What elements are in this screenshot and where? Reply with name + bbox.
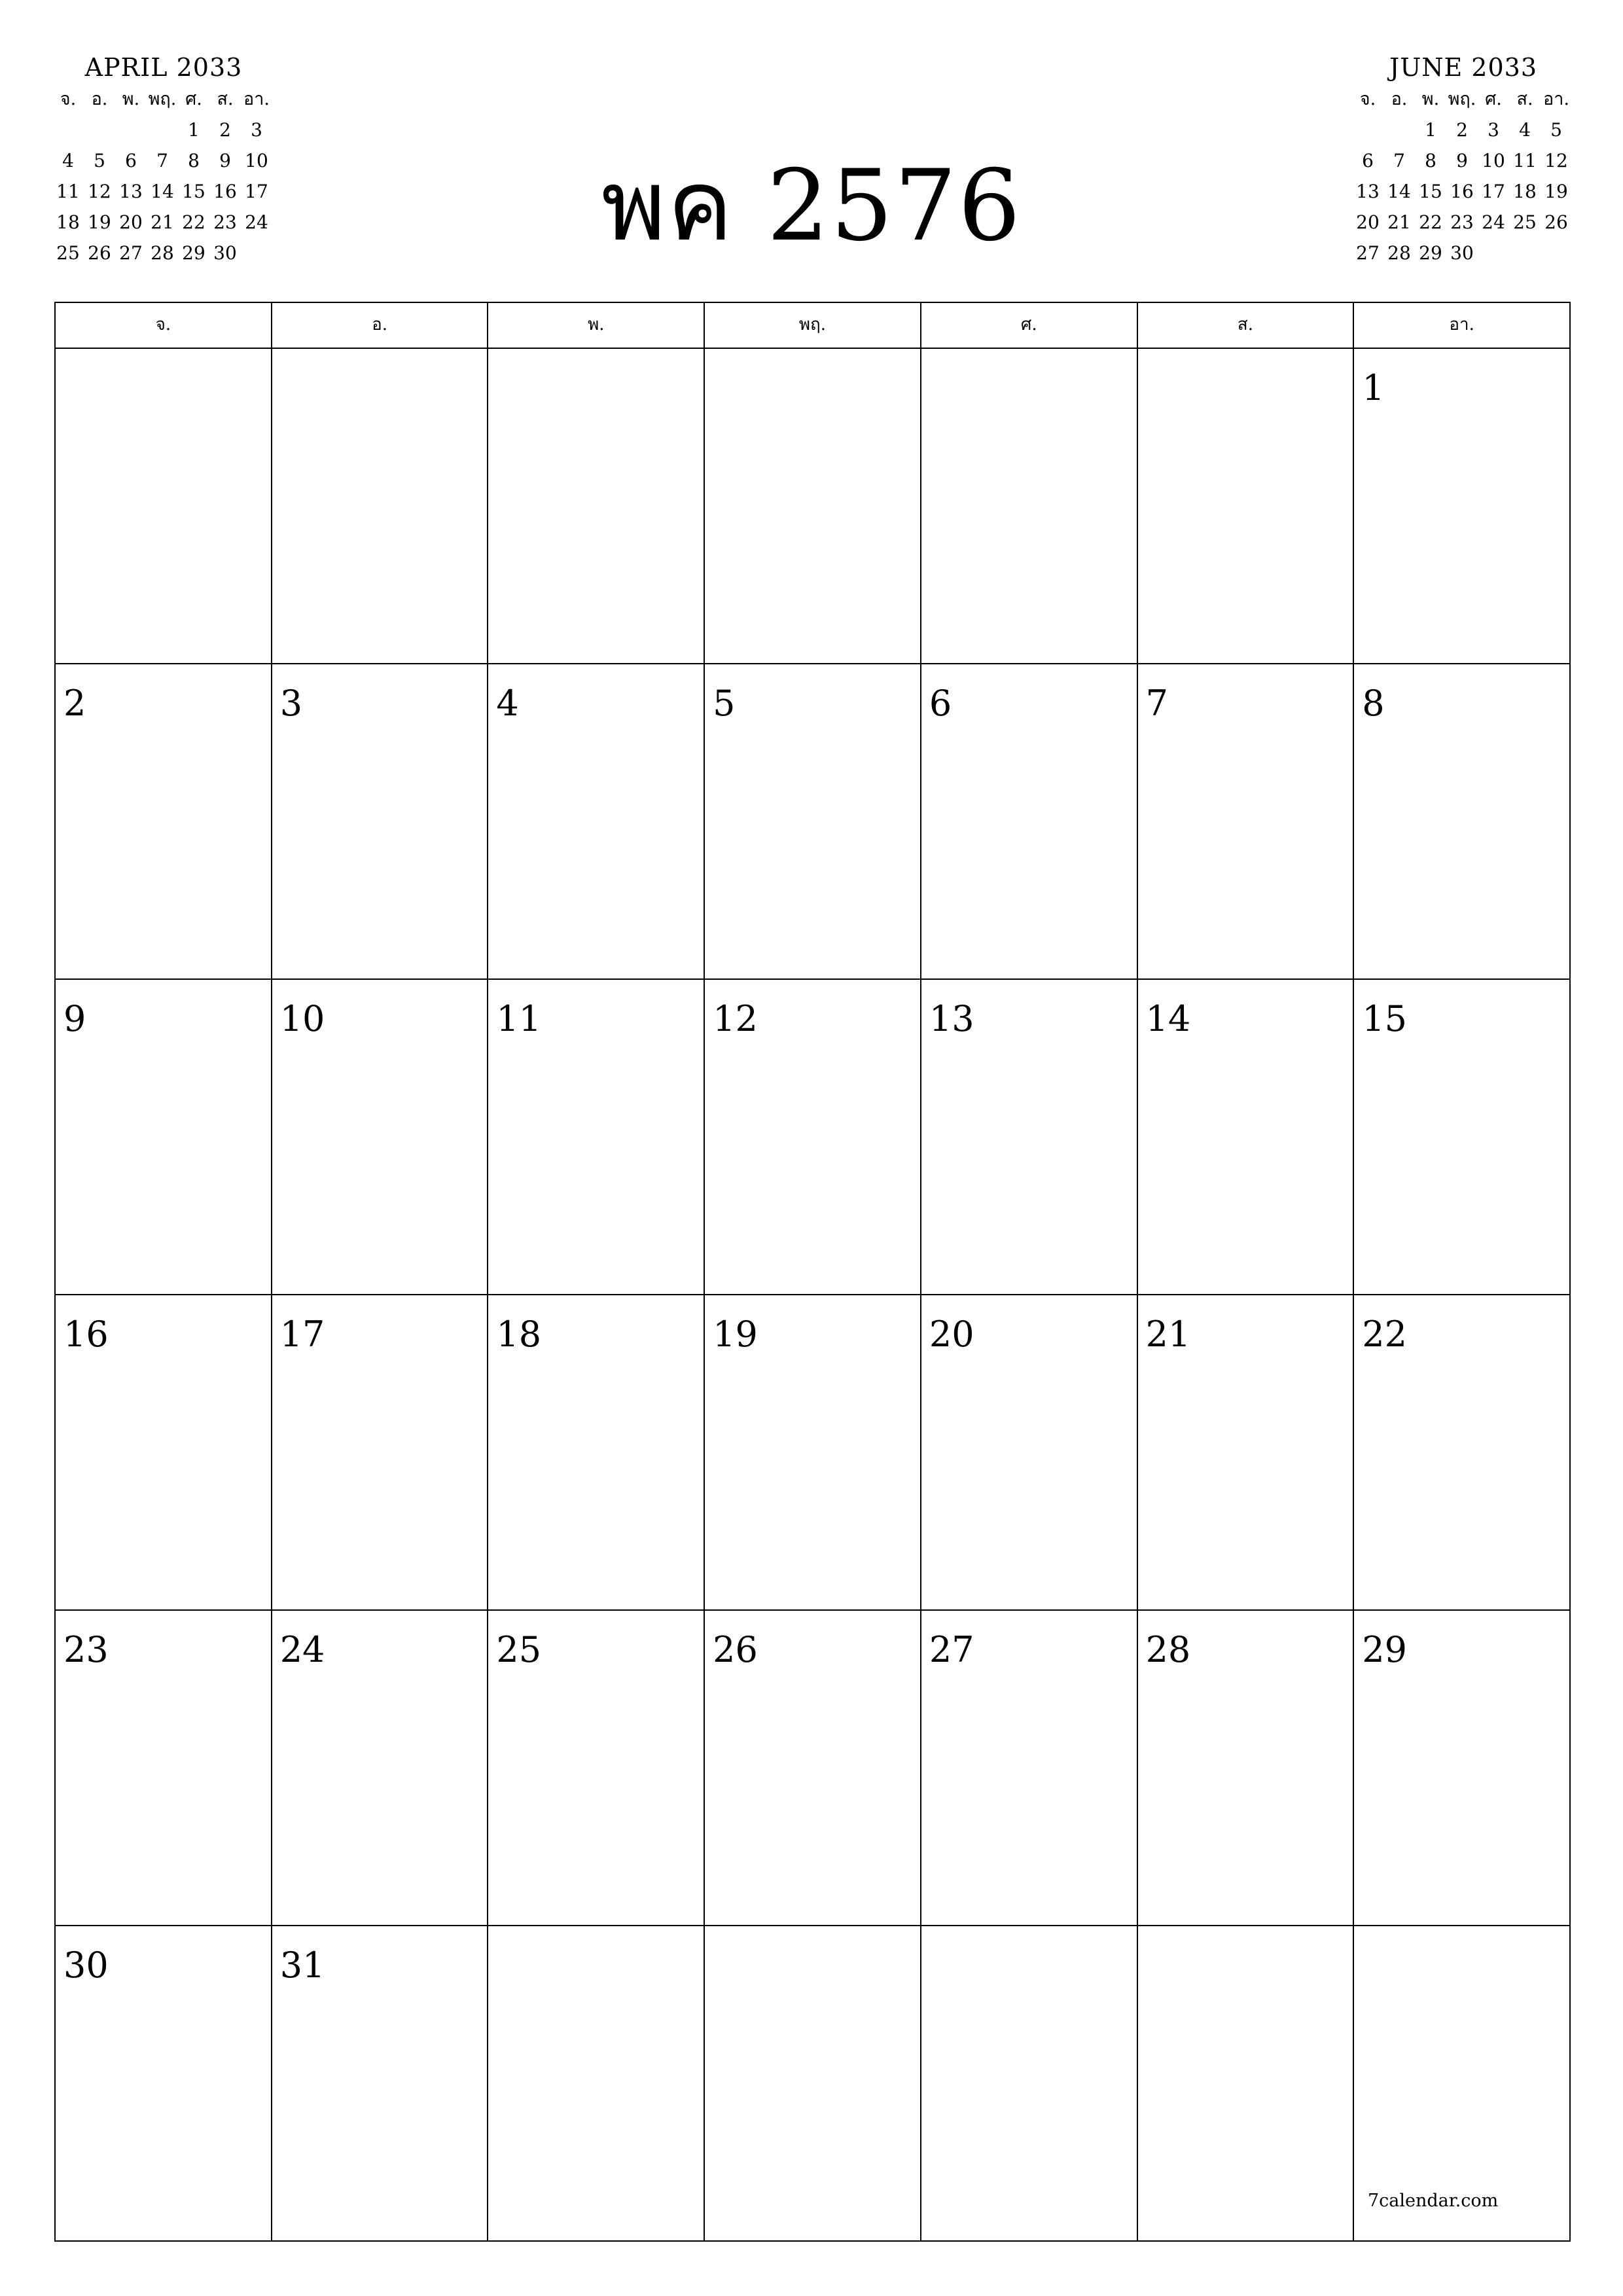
mini-weekday-label: อา. xyxy=(243,89,270,109)
day-number: 18 xyxy=(496,1314,542,1355)
day-cell[interactable] xyxy=(272,1295,489,1611)
day-number: 15 xyxy=(1362,998,1407,1039)
mini-calendar-title: APRIL 2033 xyxy=(84,53,243,82)
mini-day xyxy=(1383,115,1415,145)
mini-day: 14 xyxy=(151,181,174,202)
day-cell[interactable] xyxy=(272,349,489,664)
mini-day: 23 xyxy=(213,211,237,233)
mini-day: 24 xyxy=(1482,211,1505,233)
mini-day: 28 xyxy=(151,242,174,264)
mini-day xyxy=(147,115,178,145)
mini-day: 26 xyxy=(88,242,111,264)
day-cell[interactable] xyxy=(1138,980,1355,1295)
mini-day: 22 xyxy=(182,211,205,233)
weekday-header: จ. xyxy=(56,303,272,349)
mini-day: 4 xyxy=(1519,119,1531,141)
day-number: 23 xyxy=(63,1629,109,1670)
day-number: 7 xyxy=(1145,683,1168,724)
mini-day: 25 xyxy=(1513,211,1537,233)
day-number: 30 xyxy=(63,1945,109,1986)
mini-day: 21 xyxy=(151,211,174,233)
mini-day xyxy=(115,115,147,145)
day-number: 28 xyxy=(1145,1629,1191,1670)
mini-day: 18 xyxy=(56,211,80,233)
day-number: 24 xyxy=(279,1629,325,1670)
day-cell[interactable] xyxy=(705,1295,921,1611)
mini-weekday-label: จ. xyxy=(1359,89,1376,109)
page-title: พค 2576 xyxy=(601,149,1022,263)
mini-weekday-label: จ. xyxy=(60,89,77,109)
mini-weekday-label: พฤ. xyxy=(148,89,177,109)
mini-day: 9 xyxy=(1456,150,1468,171)
day-number: 13 xyxy=(929,998,974,1039)
day-cell[interactable] xyxy=(705,1611,921,1926)
mini-day: 2 xyxy=(219,119,231,141)
day-number: 14 xyxy=(1145,998,1191,1039)
mini-day: 13 xyxy=(119,181,143,202)
mini-calendar-next xyxy=(1352,52,1575,268)
day-number: 22 xyxy=(1362,1314,1407,1355)
mini-calendar-title: JUNE 2033 xyxy=(1389,53,1538,82)
mini-day: 13 xyxy=(1356,181,1380,202)
month-grid-body xyxy=(56,349,1571,2242)
day-number: 17 xyxy=(279,1314,325,1355)
day-cell[interactable] xyxy=(1354,1295,1571,1611)
mini-day: 26 xyxy=(1544,211,1568,233)
mini-day: 16 xyxy=(213,181,237,202)
day-cell[interactable] xyxy=(1138,1611,1355,1926)
mini-day: 10 xyxy=(245,150,268,171)
day-cell[interactable] xyxy=(921,664,1138,980)
mini-day: 29 xyxy=(182,242,205,264)
day-cell[interactable] xyxy=(1138,349,1355,664)
day-cell[interactable] xyxy=(488,980,705,1295)
mini-weekday-label: ศ. xyxy=(1485,89,1502,109)
mini-day: 5 xyxy=(94,150,105,171)
day-cell[interactable] xyxy=(56,349,272,664)
mini-day: 4 xyxy=(62,150,74,171)
day-cell[interactable] xyxy=(272,1611,489,1926)
mini-day: 21 xyxy=(1387,211,1411,233)
day-number: 2 xyxy=(63,683,86,724)
footer-credit: 7calendar.com xyxy=(1368,2191,1499,2211)
day-cell[interactable] xyxy=(1354,1611,1571,1926)
day-number: 1 xyxy=(1362,367,1385,408)
day-number: 9 xyxy=(63,998,86,1039)
day-cell[interactable] xyxy=(921,349,1138,664)
mini-day: 11 xyxy=(1513,150,1537,171)
mini-day: 19 xyxy=(1544,181,1568,202)
mini-day: 23 xyxy=(1450,211,1474,233)
day-number: 10 xyxy=(279,998,325,1039)
day-number: 3 xyxy=(279,683,303,724)
mini-day: 6 xyxy=(1362,150,1374,171)
mini-calendar-grid xyxy=(1352,84,1575,268)
mini-day: 7 xyxy=(156,150,168,171)
day-number: 20 xyxy=(929,1314,974,1355)
mini-weekday-label: ส. xyxy=(217,89,234,109)
day-number: 25 xyxy=(496,1629,542,1670)
day-cell[interactable] xyxy=(272,1926,489,2242)
mini-day: 12 xyxy=(1544,150,1568,171)
day-cell[interactable] xyxy=(705,349,921,664)
day-cell[interactable] xyxy=(921,1611,1138,1926)
mini-day: 19 xyxy=(88,211,111,233)
mini-day: 18 xyxy=(1513,181,1537,202)
mini-weekday-label: พฤ. xyxy=(1448,89,1476,109)
mini-weekday-label: ศ. xyxy=(185,89,202,109)
mini-day: 30 xyxy=(1450,242,1474,264)
weekday-header: อา. xyxy=(1354,303,1571,349)
mini-day: 15 xyxy=(182,181,205,202)
day-cell[interactable] xyxy=(1138,664,1355,980)
day-cell[interactable] xyxy=(705,980,921,1295)
day-cell[interactable] xyxy=(272,664,489,980)
day-number: 4 xyxy=(496,683,519,724)
weekday-header: พ. xyxy=(488,303,705,349)
day-cell[interactable] xyxy=(705,1926,921,2242)
mini-day: 25 xyxy=(56,242,80,264)
day-number: 12 xyxy=(713,998,758,1039)
mini-day: 17 xyxy=(1482,181,1505,202)
mini-day: 8 xyxy=(188,150,200,171)
day-cell[interactable] xyxy=(1354,349,1571,664)
mini-day: 24 xyxy=(245,211,268,233)
day-number: 19 xyxy=(713,1314,758,1355)
mini-day: 14 xyxy=(1387,181,1411,202)
day-number: 11 xyxy=(496,998,542,1039)
mini-day: 9 xyxy=(219,150,231,171)
day-cell[interactable] xyxy=(1138,1295,1355,1611)
mini-weekday-label: อ. xyxy=(1391,89,1408,109)
mini-day: 3 xyxy=(251,119,262,141)
mini-day: 20 xyxy=(119,211,143,233)
mini-day: 12 xyxy=(88,181,111,202)
mini-day: 1 xyxy=(188,119,200,141)
day-cell[interactable] xyxy=(1354,980,1571,1295)
mini-day: 22 xyxy=(1419,211,1442,233)
day-cell[interactable] xyxy=(56,1926,272,2242)
mini-day: 29 xyxy=(1419,242,1442,264)
day-cell[interactable] xyxy=(56,1295,272,1611)
day-number: 5 xyxy=(713,683,736,724)
mini-weekday-label: พ. xyxy=(1421,89,1440,109)
mini-weekday-label: อ. xyxy=(91,89,108,109)
day-number: 26 xyxy=(713,1629,758,1670)
month-grid xyxy=(54,302,1571,2242)
day-number: 16 xyxy=(63,1314,109,1355)
weekday-header: ศ. xyxy=(921,303,1138,349)
weekday-header: พฤ. xyxy=(705,303,921,349)
mini-day: 7 xyxy=(1393,150,1405,171)
day-cell[interactable] xyxy=(921,1295,1138,1611)
mini-day: 15 xyxy=(1419,181,1442,202)
mini-day xyxy=(52,115,84,145)
day-cell[interactable] xyxy=(488,1926,705,2242)
day-cell[interactable] xyxy=(1138,1926,1355,2242)
day-cell[interactable] xyxy=(272,980,489,1295)
mini-weekday-label: พ. xyxy=(122,89,140,109)
day-number: 31 xyxy=(279,1945,325,1986)
day-cell[interactable] xyxy=(1354,664,1571,980)
day-cell[interactable] xyxy=(488,349,705,664)
mini-day: 1 xyxy=(1425,119,1436,141)
day-number: 8 xyxy=(1362,683,1385,724)
day-number: 29 xyxy=(1362,1629,1407,1670)
mini-day: 6 xyxy=(125,150,137,171)
mini-weekday-label: ส. xyxy=(1516,89,1533,109)
mini-day xyxy=(1352,115,1383,145)
mini-day: 28 xyxy=(1387,242,1411,264)
mini-day: 20 xyxy=(1356,211,1380,233)
mini-day: 16 xyxy=(1450,181,1474,202)
mini-day xyxy=(84,115,115,145)
day-number: 21 xyxy=(1145,1314,1191,1355)
day-cell[interactable] xyxy=(705,664,921,980)
mini-day: 5 xyxy=(1550,119,1562,141)
mini-day: 10 xyxy=(1482,150,1505,171)
day-cell[interactable] xyxy=(488,1295,705,1611)
day-cell[interactable] xyxy=(488,1611,705,1926)
day-cell[interactable] xyxy=(488,664,705,980)
day-number: 6 xyxy=(929,683,952,724)
day-cell[interactable] xyxy=(921,980,1138,1295)
mini-day: 27 xyxy=(119,242,143,264)
weekday-header: อ. xyxy=(272,303,489,349)
day-cell[interactable] xyxy=(56,980,272,1295)
mini-weekday-label: อา. xyxy=(1543,89,1569,109)
day-cell[interactable] xyxy=(56,1611,272,1926)
weekday-header-row xyxy=(56,303,1571,349)
mini-day: 3 xyxy=(1488,119,1499,141)
day-cell[interactable] xyxy=(56,664,272,980)
mini-day: 17 xyxy=(245,181,268,202)
mini-day: 11 xyxy=(56,181,80,202)
day-number: 27 xyxy=(929,1629,974,1670)
mini-day: 27 xyxy=(1356,242,1380,264)
day-cell[interactable] xyxy=(921,1926,1138,2242)
mini-day: 8 xyxy=(1425,150,1436,171)
mini-day: 30 xyxy=(213,242,237,264)
mini-day: 2 xyxy=(1456,119,1468,141)
weekday-header: ส. xyxy=(1138,303,1355,349)
